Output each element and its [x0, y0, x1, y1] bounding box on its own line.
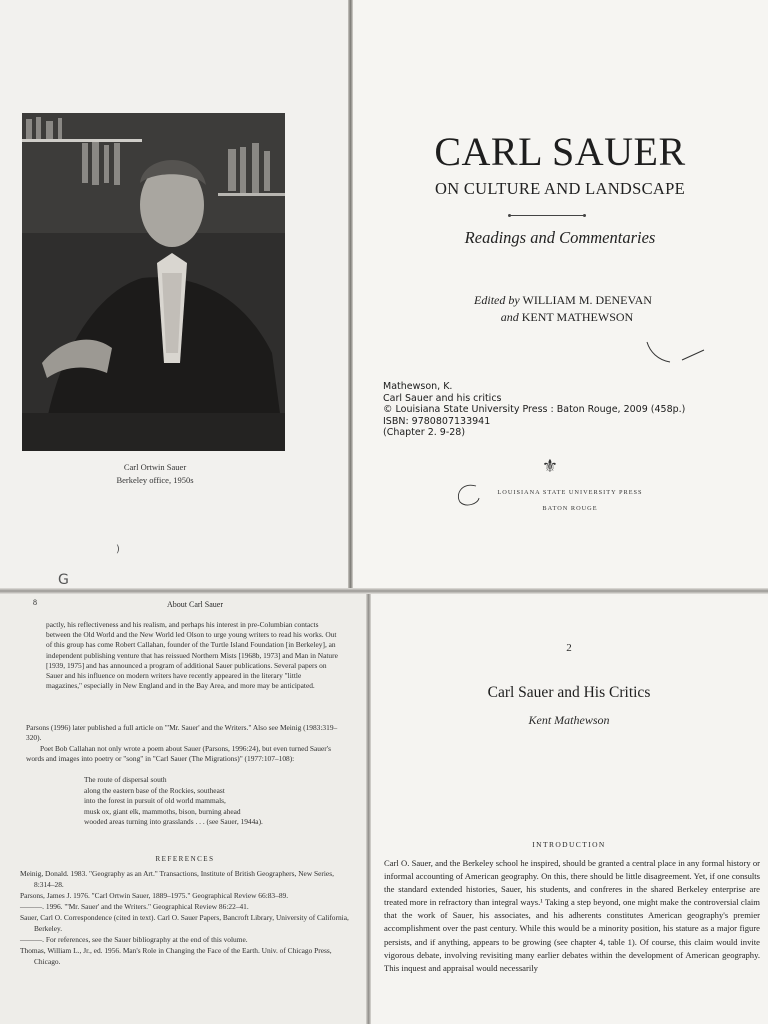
reference-entry: ———. For references, see the Sauer bibliography at the end of this volume.: [20, 935, 248, 944]
poem-line: musk ox, giant elk, mammoths, bison, burning ahead: [84, 806, 241, 816]
and-label: and: [500, 310, 519, 324]
references-list: [20, 868, 350, 967]
references-heading: REFERENCES: [155, 855, 215, 863]
chapter-body-text: Carl O. Sauer, and the Berkeley school he inspired, should be granted a central place in any formal history or informal accounting of American geography. On this, there should be little disagreement. Yet, if one consults the standard extended histories, Sauer, his students, and confreres in the shared Berkeley enterprise are treated more in refractory than integral ways.¹ Taking a step beyond, one might make the controversial claim that the work of Sauer, his associates, and his adherents constitutes American geography's premier accomplishment over the past century. While this would be a minority position, his stature as a major figure persists, and if anything, appears to be growing (see chapter 4, table 1). Of course, this claim would invite vigorous debate, involving revisiting many earlier debates within the development of American geography. This inquest and appraisal would necessarily: [384, 858, 760, 973]
page-number: 8: [33, 598, 37, 607]
paragraph: Parsons (1996) later published a full article on "'Mr. Sauer' and the Writers." Also see Meinig (1983:319–320).: [26, 723, 338, 743]
stamp-line: © Louisiana State University Press : Baton Rouge, 2009 (458p.): [383, 404, 686, 415]
running-head: About Carl Sauer: [167, 600, 223, 609]
stamp-line: Carl Sauer and his critics: [383, 392, 502, 404]
editor-one: WILLIAM M. DENEVAN: [522, 293, 652, 307]
book-tagline: Readings and Commentaries: [464, 228, 656, 247]
poem-line: along the eastern base of the Rockies, southeast: [84, 785, 225, 795]
editor-two: KENT MATHEWSON: [521, 310, 634, 324]
portrait-image: [22, 113, 285, 451]
block-quote: pactly, his reflectiveness and his realism, and perhaps his interest in pre-Columbian contacts between the Old World and the New World led Olson to urge young writers to read his works. Out of this group has come Robert Callahan, founder of the Turtle Island Foundation [in Berkeley], an independent publishing venture that has reissued Northern Mists [1968b, 1973] and Man in Nature [1939, 1975] and has announced a program of additional Sauer publications. Several papers on Sauer and his influence on modern writers have recently appeared in the literary "little magazines," especially in New England and in the Bay Area, and more may be anticipated.: [46, 620, 338, 691]
stamp-line: ISBN: 9780807133941: [383, 415, 491, 427]
poem-excerpt: [84, 775, 344, 828]
title-page: [352, 0, 768, 592]
stamp-line: (Chapter 2. 9-28): [383, 427, 466, 438]
poem-line: into the forest in pursuit of old world mammals,: [84, 796, 226, 806]
edited-by-label: Edited by: [474, 293, 520, 307]
reference-entry: Meinig, Donald. 1983. "Geography as an Art." Transactions, Institute of British Geographers, New Series, 8:314–28.: [20, 869, 334, 889]
section-heading: INTRODUCTION: [532, 840, 606, 849]
editors-block: [352, 292, 768, 326]
citation-stamp: [383, 381, 685, 439]
chapter-number: 2: [566, 642, 572, 654]
book-subtitle: ON CULTURE AND LANDSCAPE: [435, 179, 685, 198]
pencil-mark: ): [116, 544, 120, 555]
title-divider: [510, 215, 584, 216]
chapter-author: Kent Mathewson: [528, 713, 610, 727]
reference-entry: ———. 1996. "'Mr. Sauer' and the Writers." Geographical Review 86:22–41.: [20, 902, 249, 911]
publisher-city: BATON ROUGE: [542, 505, 598, 512]
photo-caption-place: Berkeley office, 1950s: [116, 475, 194, 485]
frontispiece-page: [0, 0, 350, 590]
page-gutter: [348, 0, 353, 592]
book-title: CARL SAUER: [434, 129, 686, 174]
photo-caption-name: Carl Ortwin Sauer: [123, 462, 187, 472]
portrait-photo: [22, 113, 285, 451]
pencil-checkmark: [642, 338, 712, 368]
publisher-name: LOUISIANA STATE UNIVERSITY PRESS: [497, 489, 643, 496]
chapter-page: [370, 596, 768, 1024]
stamp-line: Mathewson, K.: [383, 381, 453, 392]
poem-line: wooded areas turning into grasslands . . . (see Sauer, 1944a).: [84, 817, 263, 827]
pencil-initial: G: [58, 572, 69, 588]
page-gutter: [366, 594, 371, 1024]
reference-entry: Thomas, William L., Jr., ed. 1956. Man's Role in Changing the Face of the Earth. Univ. of Chicago Press, Chicago.: [20, 946, 332, 966]
page-gutter: [0, 588, 768, 594]
poem-line: The route of dispersal south: [84, 775, 167, 784]
chapter-title: Carl Sauer and His Critics: [487, 684, 651, 701]
reference-entry: Parsons, James J. 1976. "Carl Ortwin Sauer, 1889–1975." Geographical Review 66:83–89.: [20, 891, 289, 900]
reference-entry: Sauer, Carl O. Correspondence (cited in text). Carl O. Sauer Papers, Bancroft Library, University of California, Berkeley.: [20, 913, 349, 933]
paragraph: Poet Bob Callahan not only wrote a poem about Sauer (Parsons, 1996:24), but even turned Sauer's words and images into poetry or "song" in "Carl Sauer (The Migrations)" (1977:107–108):: [26, 744, 331, 764]
fleur-de-lis-icon: ⚜: [541, 456, 559, 476]
